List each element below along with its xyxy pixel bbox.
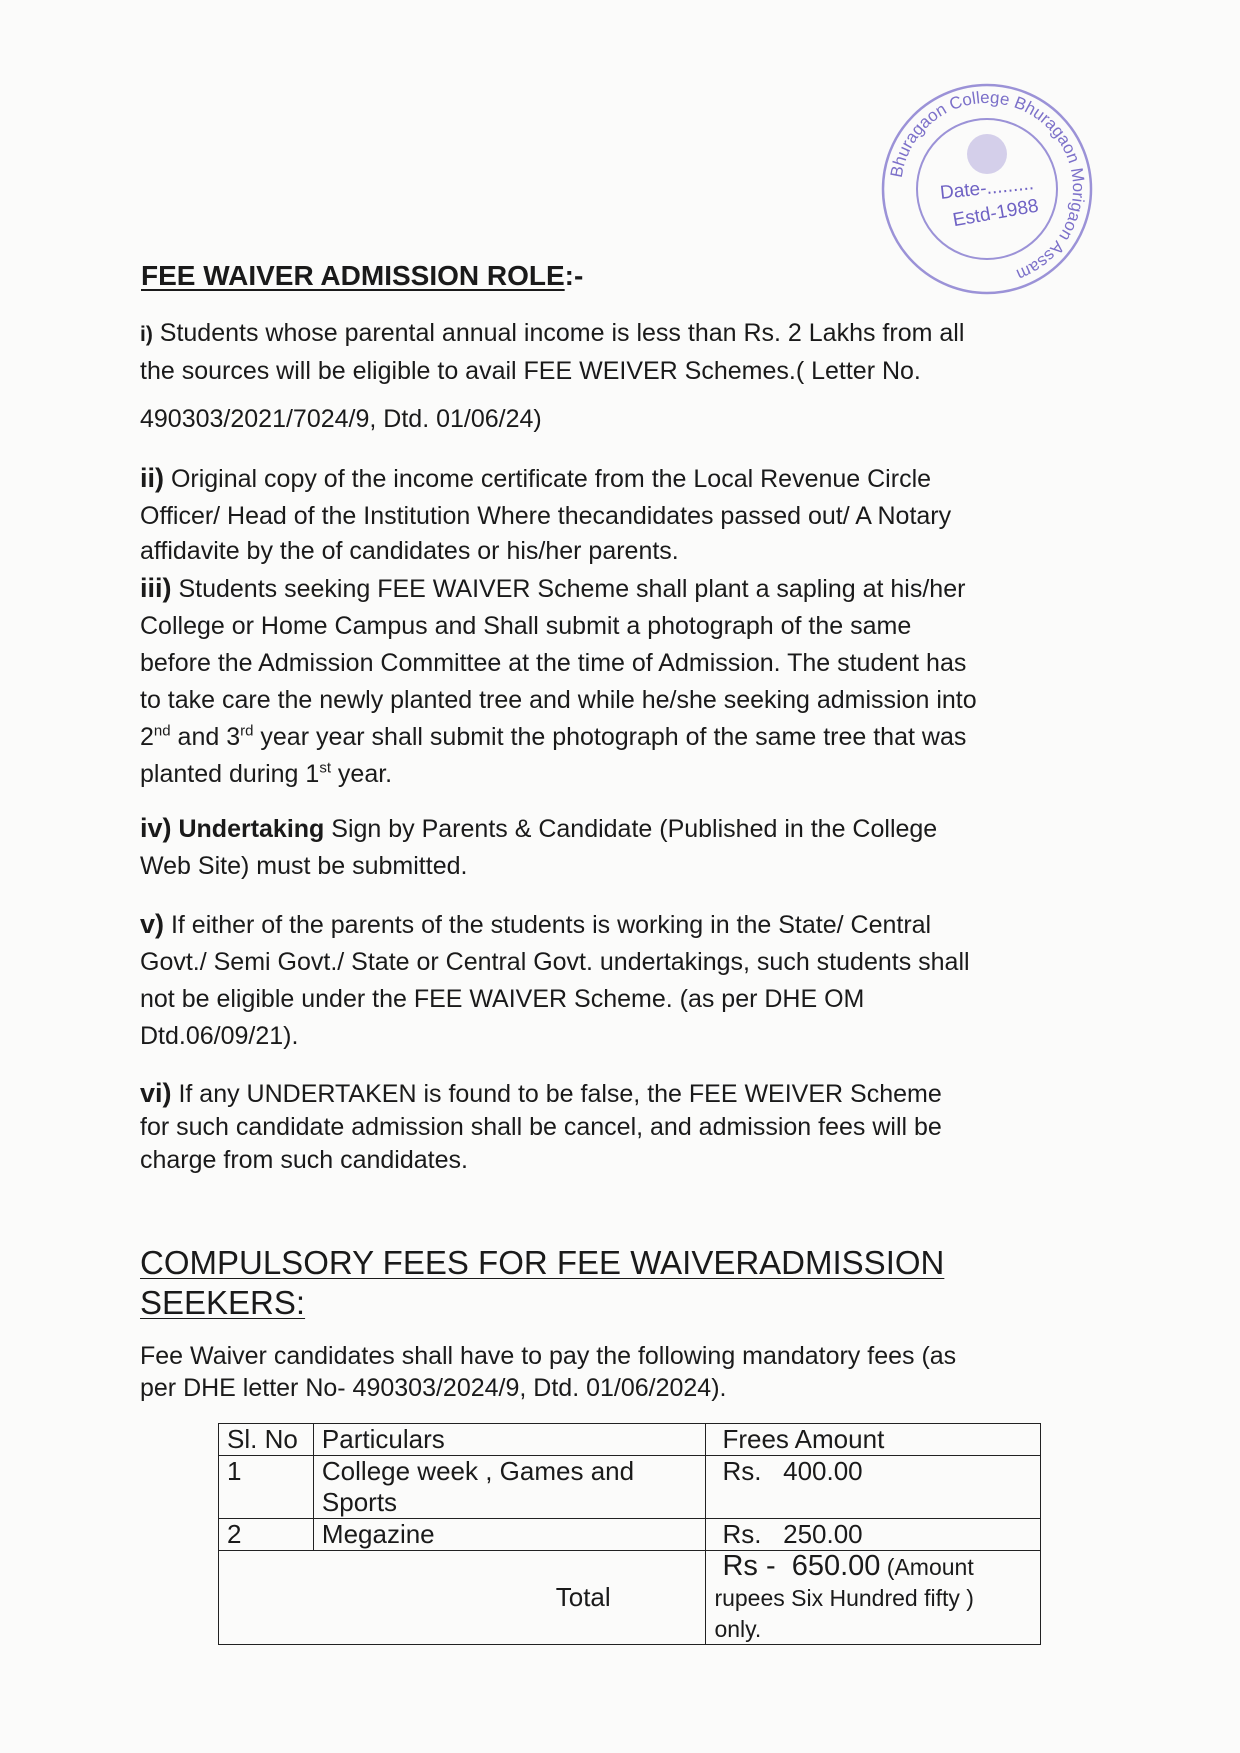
heading-main-text: FEE WAIVER ADMISSION ROLE — [141, 260, 565, 291]
table-total-row — [219, 1551, 1041, 1645]
rule-iii — [140, 570, 1090, 793]
rule-vi — [140, 1077, 1090, 1177]
rule-text-line: year. — [330, 760, 393, 788]
table-row — [219, 1519, 1041, 1551]
compulsory-fees-heading — [140, 1243, 1040, 1323]
amount-text: Rs. 250.00 — [722, 1519, 863, 1549]
total-words: rupees Six Hundred fifty ) — [714, 1585, 974, 1611]
table-row — [219, 1456, 1041, 1519]
amount-text: Rs. 400.00 — [722, 1456, 863, 1486]
intro-line: Fee Waiver candidates shall have to pay the following mandatory fees (as — [140, 1342, 957, 1370]
stamp-date-text: Date-......... — [939, 173, 1035, 204]
header-sl-no: Sl. No — [219, 1424, 314, 1456]
rule-number: iii) — [140, 573, 172, 603]
total-amount-cell — [706, 1551, 1041, 1645]
rule-text-line: Students seeking FEE WAIVER Scheme shall plant a sapling at his/her — [178, 575, 966, 603]
fee-waiver-heading — [141, 260, 583, 292]
rule-text-line: before the Admission Committee at the time of Admission. The student has — [140, 649, 967, 677]
stamp-ring-text: Bhuragaon College Bhuragaon Morigaon Assam — [886, 87, 1089, 285]
rule-number: v) — [140, 909, 165, 939]
undertaking-word: Undertaking — [178, 815, 325, 843]
header-amount: Frees Amount — [706, 1424, 1041, 1456]
stamp-estd-text: Estd-1988 — [951, 195, 1041, 232]
rule-number: iv) — [140, 813, 172, 843]
rule-text-line: Original copy of the income certificate from the Local Revenue Circle — [170, 465, 932, 493]
rule-text-line: planted during 1 — [140, 760, 320, 788]
rule-ii-cont — [140, 537, 1090, 566]
total-amount: Rs - 650.00 — [722, 1550, 881, 1582]
heading-line: COMPULSORY FEES FOR FEE WAIVERADMISSION — [140, 1244, 945, 1281]
rule-text-line: the sources will be eligible to avail FEE WEIVER Schemes.( Letter No. — [140, 357, 921, 385]
rule-i-letter-ref — [140, 405, 1090, 434]
rule-iv — [140, 810, 1090, 885]
college-seal-stamp — [876, 78, 1098, 300]
intro-line: per DHE letter No- 490303/2024/9, Dtd. 01/06/2024). — [140, 1374, 727, 1402]
rule-text-line: charge from such candidates. — [140, 1146, 468, 1174]
rule-text-line: to take care the newly planted tree and while he/she seeking admission into — [140, 686, 977, 714]
rule-number: vi) — [140, 1078, 172, 1108]
rule-text-line: and 3 — [170, 723, 241, 751]
rule-text-line: 2 — [140, 723, 154, 751]
rule-text-line: year year shall submit the photograph of the same tree that was — [253, 723, 967, 751]
rule-text-line: College or Home Campus and Shall submit a photograph of the same — [140, 612, 912, 640]
rule-number: ii) — [140, 463, 164, 493]
rule-text-line: If any UNDERTAKEN is found to be false, the FEE WEIVER Scheme — [178, 1080, 942, 1108]
rule-i — [140, 315, 1090, 390]
particular-line: College week , Games and — [321, 1456, 635, 1486]
rule-text-line: 490303/2021/7024/9, Dtd. 01/06/24) — [140, 405, 542, 433]
total-words: (Amount — [880, 1554, 974, 1580]
total-label: Total — [219, 1551, 706, 1645]
table-header-row — [219, 1424, 1041, 1456]
rule-v — [140, 906, 1090, 1055]
header-particulars: Particulars — [313, 1424, 706, 1456]
rule-text-line: Web Site) must be submitted. — [140, 852, 468, 880]
rule-text-line: Dtd.06/09/21). — [140, 1022, 299, 1050]
rule-text-line: Govt./ Semi Govt./ State or Central Govt. undertakings, such students shall — [140, 948, 970, 976]
rule-text-line: affidavite by the of candidates or his/her parents. — [140, 537, 679, 565]
ordinal-suffix: st — [319, 759, 331, 777]
cell-amount — [706, 1519, 1041, 1551]
rule-text-line: Officer/ Head of the Institution Where thecandidates passed out/ A Notary — [140, 502, 952, 530]
rule-text-line: Students whose parental annual income is less than Rs. 2 Lakhs from all — [159, 319, 965, 347]
rule-number: i) — [140, 323, 153, 346]
rule-text-line: not be eligible under the FEE WAIVER Scheme. (as per DHE OM — [140, 985, 865, 1013]
heading-line: SEEKERS: — [140, 1284, 306, 1321]
cell-sl-no: 1 — [219, 1456, 314, 1519]
cell-particulars — [313, 1456, 706, 1519]
cell-particulars — [313, 1519, 706, 1551]
cell-amount — [706, 1456, 1041, 1519]
rule-ii — [140, 460, 1090, 535]
rule-text-line: If either of the parents of the students is working in the State/ Central — [170, 911, 932, 939]
heading-suffix: :- — [564, 260, 584, 291]
particular-line: Sports — [321, 1487, 398, 1517]
compulsory-fees-intro — [140, 1340, 1090, 1404]
rule-text-line: Sign by Parents & Candidate (Published in the College — [324, 815, 938, 843]
fee-table — [218, 1423, 1041, 1645]
total-words: only. — [714, 1616, 762, 1642]
cell-sl-no: 2 — [219, 1519, 314, 1551]
rule-text-line: for such candidate admission shall be cancel, and admission fees will be — [140, 1113, 942, 1141]
ordinal-suffix: rd — [240, 722, 254, 740]
particular-line: Megazine — [321, 1519, 435, 1549]
ordinal-suffix: nd — [153, 722, 171, 740]
